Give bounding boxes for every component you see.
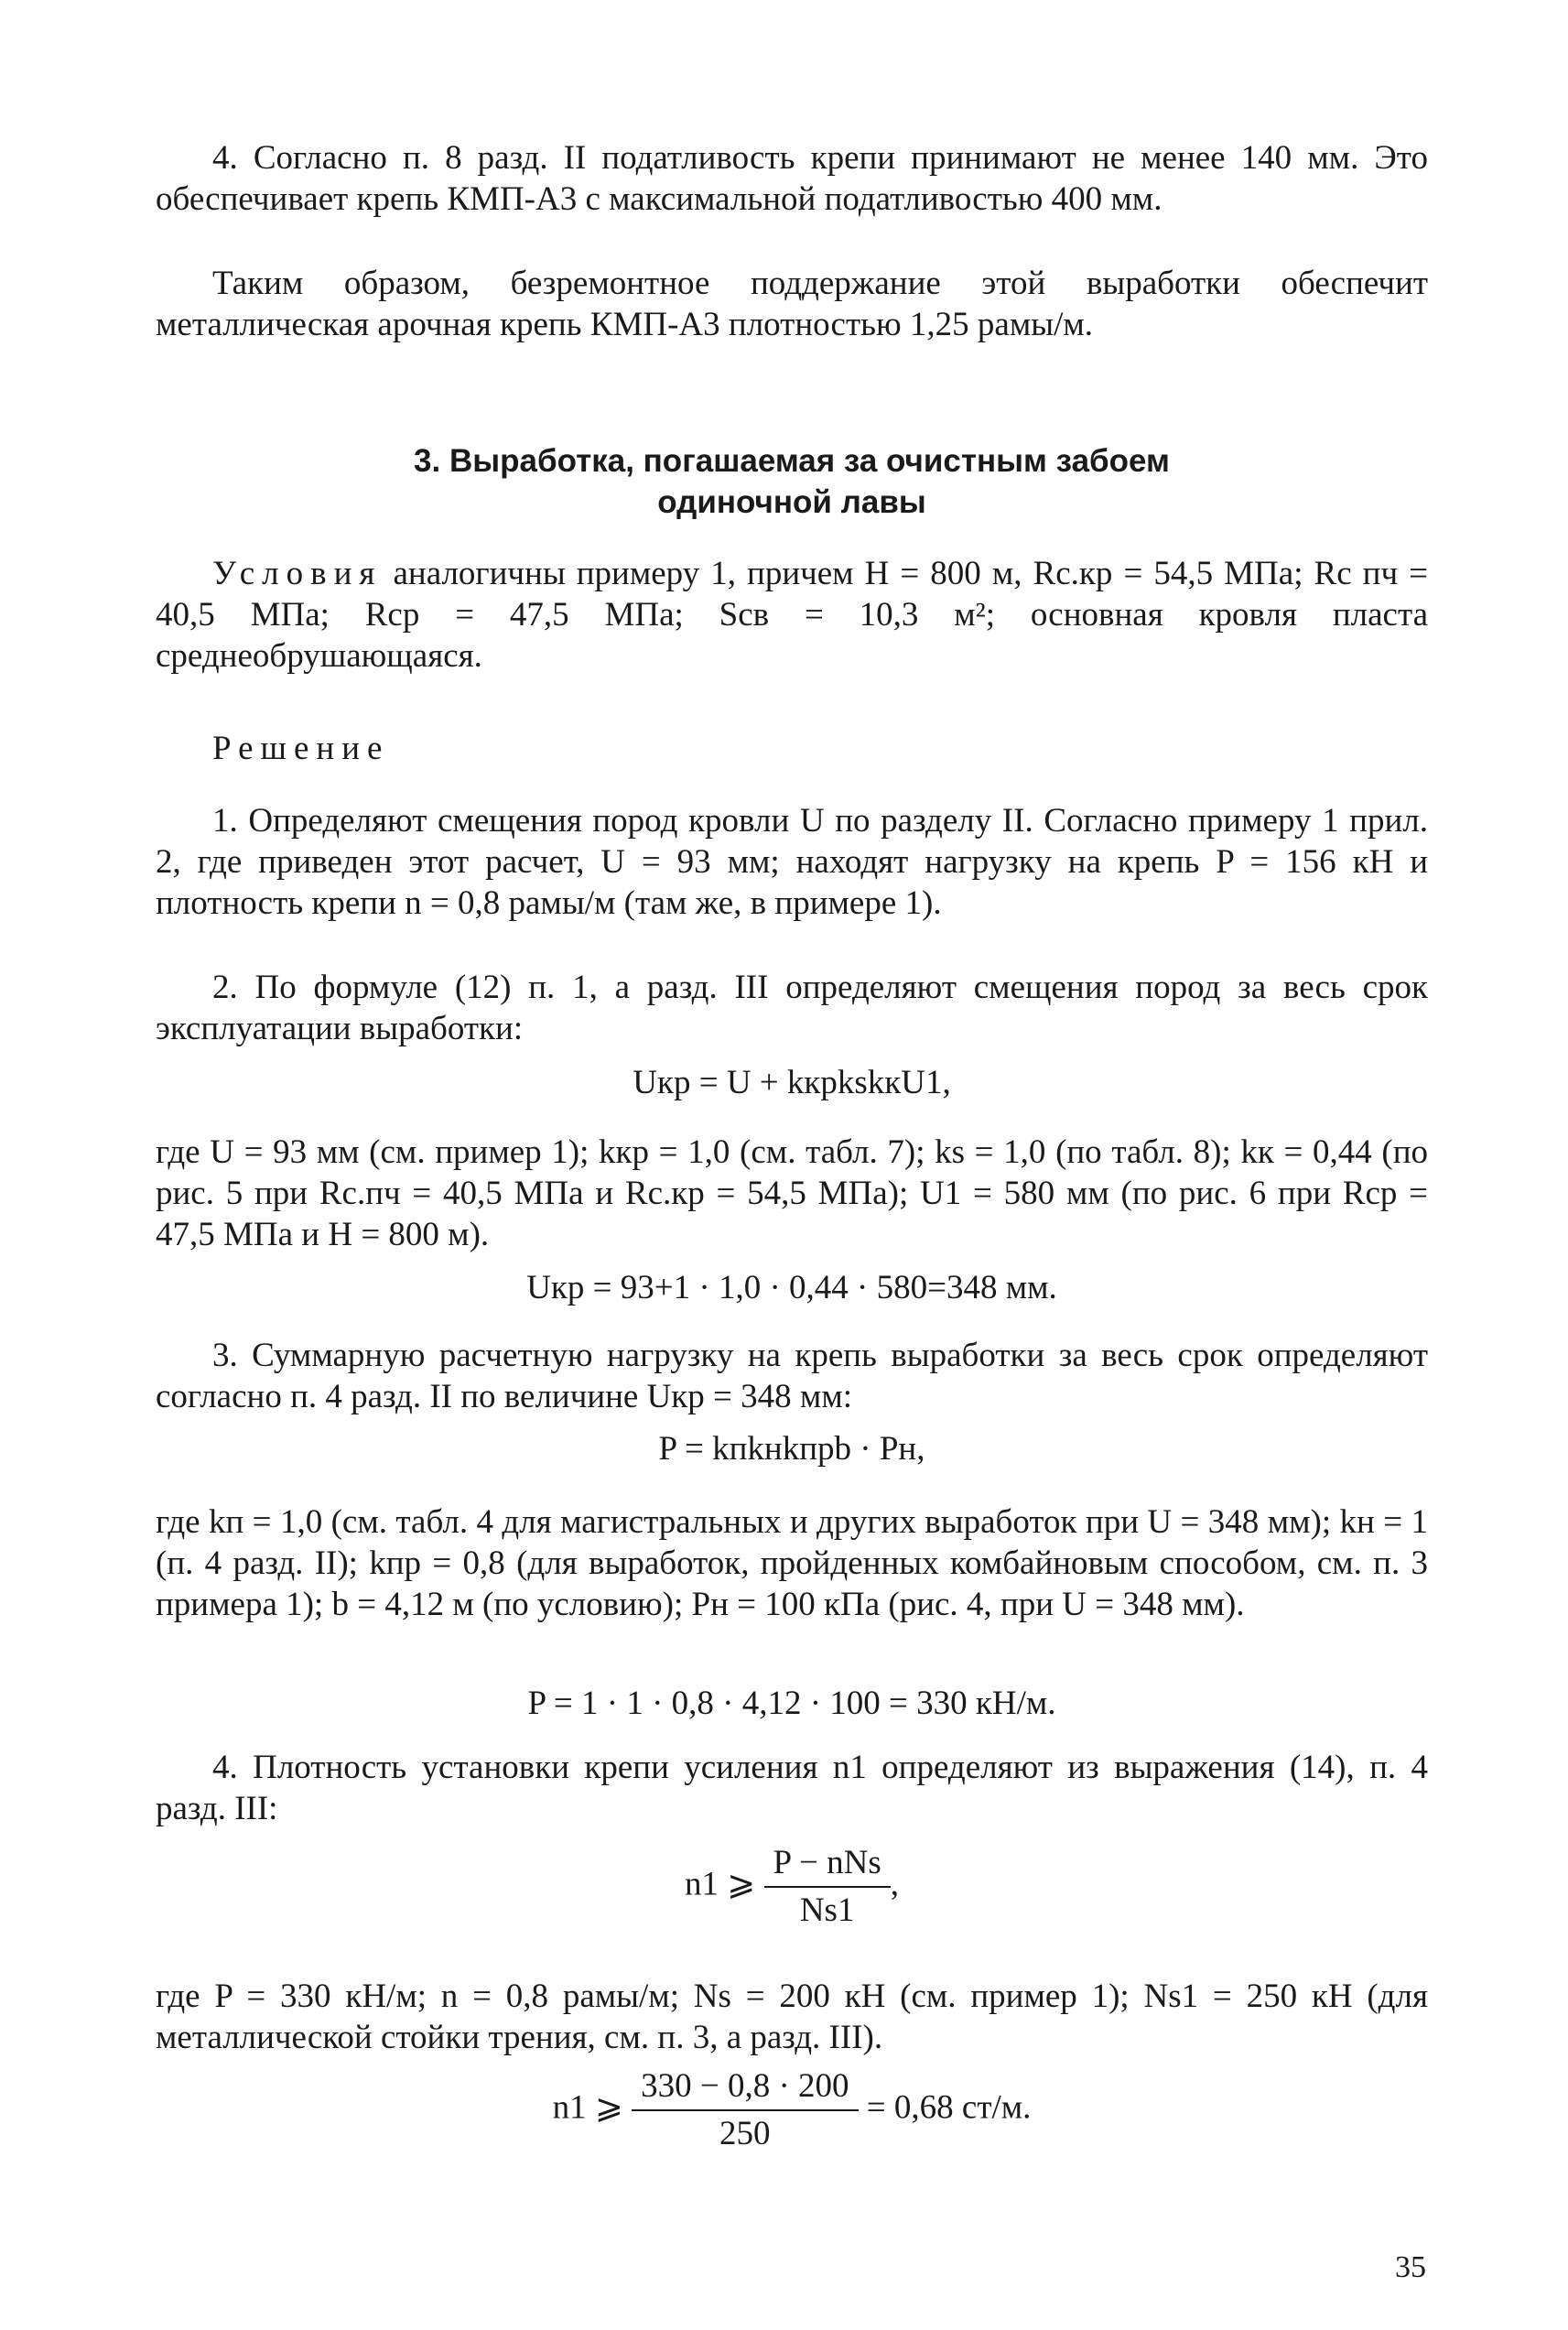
- calc-density-left: n1 ⩾: [552, 2088, 623, 2127]
- calc-density-denominator: 250: [719, 2115, 771, 2152]
- calc-ukr: Uкр = 93+1 · 1,0 · 0,44 · 580=348 мм.: [526, 1269, 1057, 1306]
- step-3: 3. Суммарную расчетную нагрузку на крепь выработки за весь срок определяют согласно п. 4 разд. II по величине Uкр = 348 мм:: [156, 1337, 1428, 1415]
- paragraph-item4-support: 4. Согласно п. 8 разд. II податливость крепи принимают не менее 140 мм. Это обеспечивает крепь КМП-А3 с максимальной податливостью 400 мм.: [156, 139, 1428, 218]
- step-1: 1. Определяют смещения пород кровли U по разделу II. Согласно примеру 1 прил. 2, где приведен этот расчет, U = 93 мм; находят нагрузку на крепь P = 156 кН и плотность крепи n = 0,8 рамы/м (там же, в примере 1).: [156, 802, 1428, 922]
- calc-load: P = 1 · 1 · 0,8 · 4,12 · 100 = 330 кН/м.: [527, 1685, 1056, 1722]
- conditions-text: аналогичны примеру 1, причем H = 800 м, Rс.кр = 54,5 МПа; Rс пч = 40,5 МПа; Rср = 47,5 МПа; Sсв = 10,3 м²; основная кровля пласта среднеобрушающаяся.: [156, 555, 1429, 675]
- conditions-paragraph: [156, 553, 1428, 677]
- page-number: 35: [1395, 2250, 1426, 2284]
- where-1: где U = 93 мм (см. пример 1); kкр = 1,0 (см. табл. 7); ks = 1,0 (по табл. 8); kк = 0,44 (по рис. 5 при Rс.пч = 40,5 МПа и Rс.кр = 54,5 МПа); U1 = 580 мм (по рис. 6 при Rср = 47,5 МПа и H = 800 м).: [156, 1133, 1428, 1253]
- calc-density-fraction: [632, 2065, 858, 2155]
- formula-density-numerator: P − nNs: [764, 1842, 891, 1888]
- solution-label: Решение: [212, 730, 390, 767]
- section-heading-line2: одиночной лавы: [657, 484, 926, 520]
- formula-density: [156, 1842, 1428, 1932]
- step-2: 2. По формуле (12) п. 1, а разд. III определяют смещения пород за весь срок эксплуатации выработки:: [156, 969, 1428, 1047]
- formula-density-left: n1 ⩾: [685, 1865, 756, 1903]
- calc-density-result: = 0,68 ст/м.: [866, 2088, 1032, 2127]
- calc-density: [156, 2065, 1428, 2155]
- calc-density-numerator: 330 − 0,8 · 200: [632, 2065, 858, 2111]
- conditions-label: Условия: [212, 555, 383, 592]
- formula-ukr: Uкр = U + kкрkskкU1,: [633, 1064, 951, 1101]
- where-2: где kп = 1,0 (см. табл. 4 для магистральных и других выработок при U = 348 мм); kн = 1 (п. 4 разд. II); kпр = 0,8 (для выработок, пройденных комбайновым способом, см. п. 3 примера 1); b = 4,12 м (по условию); Pн = 100 кПа (рис. 4, при U = 348 мм).: [156, 1503, 1428, 1623]
- formula-load: P = kпkнkпрb · Pн,: [658, 1430, 925, 1468]
- formula-density-tail: ,: [890, 1865, 899, 1903]
- section-heading-line1: 3. Выработка, погашаемая за очистным забоем: [414, 443, 1170, 479]
- paragraph-conclusion: Таким образом, безремонтное поддержание этой выработки обеспечит металлическая арочная крепь КМП-А3 плотностью 1,25 рамы/м.: [156, 265, 1428, 343]
- formula-density-denominator: Ns1: [799, 1891, 855, 1929]
- formula-density-fraction: [764, 1842, 891, 1932]
- where-3: где P = 330 кН/м; n = 0,8 рамы/м; Ns = 200 кН (см. пример 1); Ns1 = 250 кН (для металлической стойки трения, см. п. 3, а разд. III).: [156, 1978, 1428, 2056]
- step-4: 4. Плотность установки крепи усиления n1 определяют из выражения (14), п. 4 разд. III:: [156, 1749, 1428, 1827]
